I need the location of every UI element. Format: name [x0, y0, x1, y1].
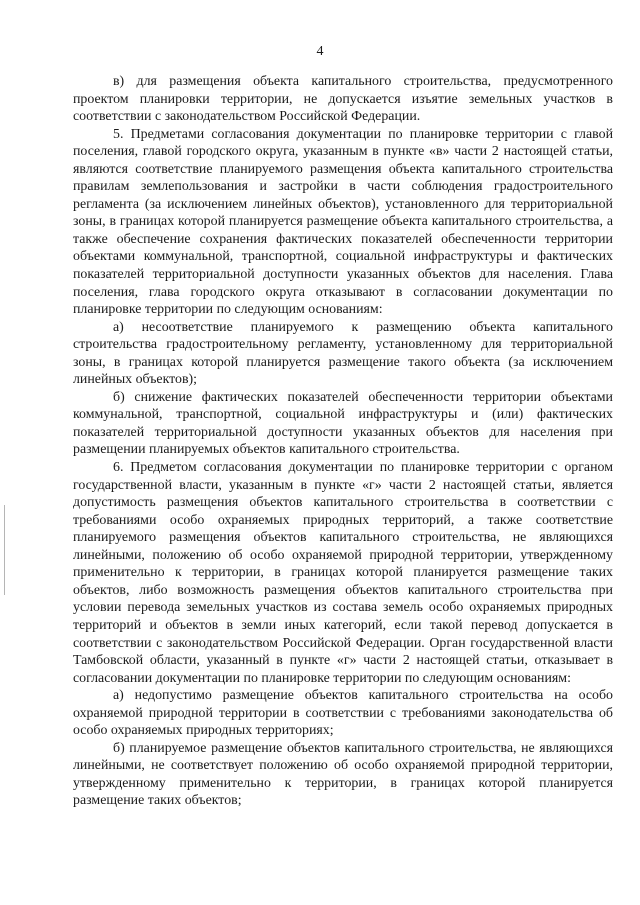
paragraph-3v-no-land-seizure: в) для размещения объекта капитального строительства, предусмотренного проектом планировки территории, не допускается изъятие земельных участков в соответствии с законодательством Российской Федерации.: [73, 74, 613, 125]
paragraph-6b-protected-area-nonconformity: б) планируемое размещение объектов капитального строительства, не являющихся линейными, не соответствует положению об особо охраняемой природной территории, утвержденному применительно к территории, в границах которой планируется размещение таких объектов;: [73, 740, 613, 809]
paragraph-6-state-authority-approval: 6. Предметом согласования документации по планировке территории с органом государственной власти, указанным в пункте «г» части 2 настоящей статьи, является допустимость размещения объектов капитального строительства в соответствии с требованиями особо охраняемых природных территорий, а также соответствие планируемого размещения объектов капитального строительства, не являющихся линейными, положению об особо охраняемой природной территории, утвержденному применительно к территории, в границах которой планируется размещение таких объектов, либо возможность размещения объектов капитального строительства при условии перевода земельных участков из состава земель особо охраняемых природных территорий и объектов в земли иных категорий, если такой перевод допускается в соответствии с законодательством Российской Федерации. Орган государственной власти Тамбовской области, указанный в пункте «г» части 2 настоящей статьи, отказывает в согласовании документации по планировке территории по следующим основаниям:: [73, 460, 613, 686]
page-number: 4: [316, 44, 324, 59]
paragraph-6a-protected-area-prohibition: а) недопустимо размещение объектов капитального строительства на особо охраняемой природной территории в соответствии с требованиями законодательства об особо охраняемых природных территориях;: [73, 688, 613, 739]
paragraph-5b-infrastructure-decrease: б) снижение фактических показателей обеспеченности территории объектами коммунальной, транспортной, социальной инфраструктуры и (или) фактических показателей территориальной доступности указанных объектов для населения при размещении планируемых объектов капитального строительства.: [73, 389, 613, 458]
paragraph-5a-regulation-mismatch: а) несоответствие планируемого к размещению объекта капитального строительства градостроительному регламенту, установленному для территориальной зоны, в границах которой планируется размещение такого объекта (за исключением линейных объектов);: [73, 319, 613, 388]
scan-margin-mark: [4, 505, 5, 595]
paragraph-5-settlement-approval: 5. Предметами согласования документации по планировке территории с главой поселения, главой городского округа, указанным в пункте «в» части 2 настоящей статьи, являются соответствие планируемого размещения объекта капитального строительства правилам землепользования и застройки в части соблюдения градостроительного регламента (за исключением линейных объектов), установленного для территориальной зоны, в границах которой планируется размещение объекта капитального строительства, а также обеспечение сохранения фактических показателей обеспеченности территории объектами коммунальной, транспортной, социальной инфраструктуры и фактических показателей территориальной доступности указанных объектов для населения. Глава поселения, глава городского округа отказывают в согласовании документации по планировке территории по следующим основаниям:: [73, 126, 613, 318]
document-body: [73, 73, 613, 810]
